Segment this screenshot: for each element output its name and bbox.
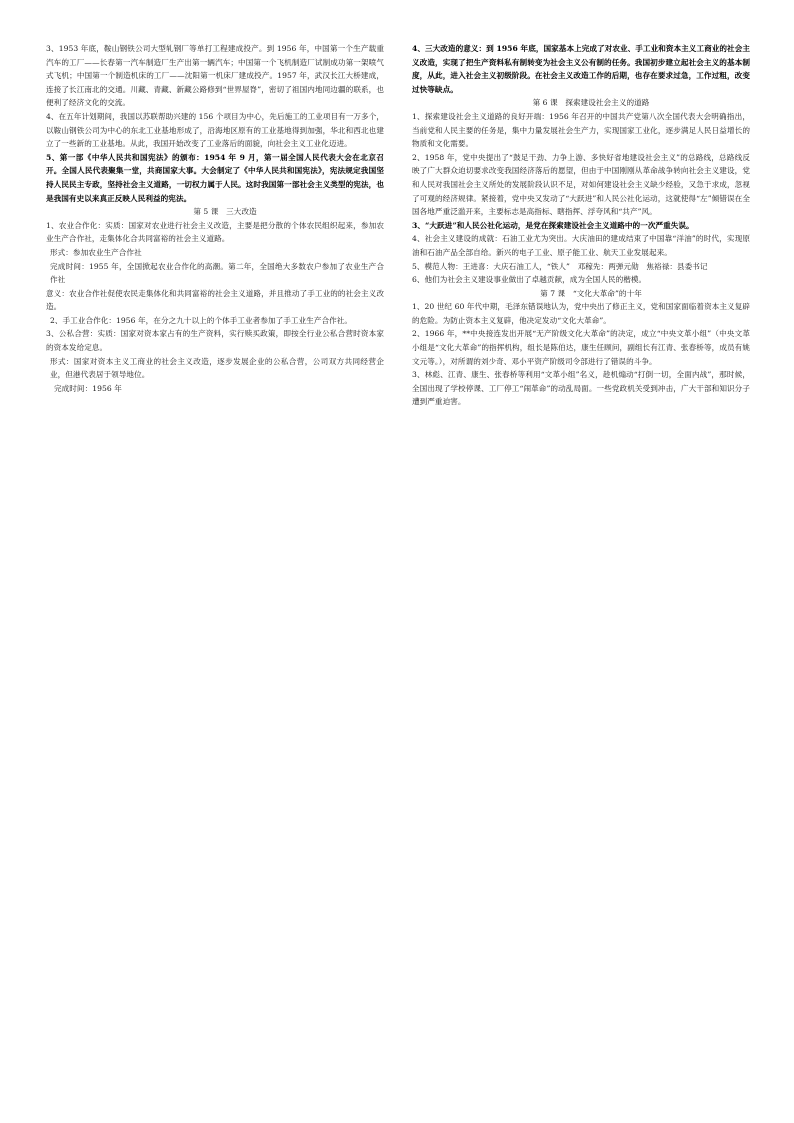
paragraph-great-leap-mistake: 3、“大跃进”和人民公社化运动，是党在探索建设社会主义道路中的一次严重失误。 [412, 220, 694, 230]
paragraph-agricultural-cooperation: 1、农业合作化：实质：国家对农业进行社会主义改造，主要是把分散的个体农民组织起来，参加农业生产合作社，走集体化合共同富裕的社会主义道路。 [46, 220, 384, 244]
paragraph-general-line: 2、1958 年，党中央提出了“鼓足干劲、力争上游、多快好省地建设社会主义”的总路线，总路线反映了广大群众迫切要求改变我国经济落后的愿望，但由于中国刚刚从革命战争转向社会主义建设，党和人民对我国社会主义所处的发展阶段认识不足，对如何建设社会主义缺少经验，又急于求成，忽视了可观的经济规律。紧接着，党中央又发动了“大跃进”和人民公社化运动，这就使得“左”倾错误在全国各地严重泛滥开来，主要标志是高指标、瞎指挥、浮夸风和“共产”风。 [412, 152, 750, 217]
paragraph-exploration-start: 1、探索建设社会主义道路的良好开端：1956 年召开的中国共产党第八次全国代表大会明确指出，当前党和人民主要的任务是，集中力量发展社会生产力，实现国家工业化，逐步满足人民日益增长的物质和文化需要。 [412, 111, 750, 149]
paragraph-joint-venture-form: 形式：国家对资本主义工商业的社会主义改造，逐步发展企业的公私合营，公司双方共同经营企业，但港代表居于领导地位。 [50, 356, 384, 380]
paragraph-handicraft: 2、手工业合作化：1956 年，在分之九十以上的个体手工业者参加了手工业生产合作社。 [50, 315, 353, 325]
paragraph-joint-venture: 3、公私合营：实质：国家对资本家占有的生产资料，实行赎买政策，即按全行业公私合营时资本家的资本发给定息。 [46, 329, 384, 353]
paragraph-agri-form: 形式：参加农业生产合作社 [50, 247, 142, 257]
paragraph-model-figures: 5、模范人物：王进喜：大庆石油工人，“铁人” 邓稼先：两弹元勋 焦裕禄：县委书记 [412, 261, 708, 271]
lesson-7-heading: 第 7 课 “文化大革命”的十年 [540, 288, 642, 298]
paragraph-industrial-achievements: 3、1953 年底，鞍山钢铁公司大型轧钢厂等单打工程建成投产。到 1956 年，中国第一个生产载重汽车的工厂——长春第一汽车制造厂生产出第一辆汽车；中国第一个飞机制造厂试制成功第一架喷气式飞机；中国第一个制造机床的工厂——沈阳第一机床厂建成投产。1957 年，武汉长江大桥建成，连接了长江南北的交通。川藏、青藏、新藏公路修到“世界屋脊”，密切了祖国内地同边疆的联系，也便利了经济文化的交流。 [46, 44, 384, 108]
paragraph-cultural-revolution-1966: 2、1966 年，**中央接连发出开展“无产阶级文化大革命”的决定，成立“中央文革小组”（中央文革小组是“文化大革命”的指挥机构，组长是陈伯达，康生任顾问，副组长有江青、张春桥等，成员有姚文元等。），对所谓的刘少奇、邓小平资产阶级司令部进行了错误的斗争。 [412, 329, 750, 366]
paragraph-three-reforms-significance: 4、三大改造的意义：到 1956 年底，国家基本上完成了对农业、手工业和资本主义工商业的社会主义改造，实现了把生产资料私有制转变为社会主义公有制的任务。我国初步建立起社会主义的基本制度，从此，进入社会主义初级阶段。在社会主义改造工作的后期，也存在要求过急，工作过粗，改变过快等缺点。 [412, 44, 750, 94]
lesson-5-heading: 第 5 课 三大改造 [193, 207, 257, 217]
left-column [46, 42, 384, 395]
paragraph-construction-achievements: 4、社会主义建设的成就：石油工业尤为突出。大庆油田的建成结束了中国靠“洋油”的时代，实现原油和石油产品全部自给。新兴的电子工业、原子能工业、航天工业发展起来。 [412, 234, 750, 257]
paragraph-contributions: 6、他们为社会主义建设事业做出了卓越贡献，成为全国人民的楷模。 [412, 275, 647, 285]
right-column [412, 42, 750, 409]
paragraph-cultural-revolution-origin: 1、20 世纪 60 年代中期，毛泽东错误地认为，党中央出了修正主义，党和国家面临着资本主义复辟的危险。为防止资本主义复辟，他决定发动“文化大革命”。 [412, 302, 750, 325]
paragraph-agri-completion: 完成时间：1955 年，全国掀起农业合作化的高潮。第二年，全国绝大多数农户参加了农业生产合作社 [50, 261, 384, 285]
paragraph-five-year-plan: 4、在五年计划期间，我国以苏联帮助兴建的 156 个项目为中心，先后施工的工业项目有一万多个，以鞍山钢铁公司为中心的东北工业基地形成了，沿海地区原有的工业基地得到加强，华北和西北也建立了一些新的工业基地。从此，我国开始改变了工业落后的面貌，向社会主义工业化迈进。 [46, 111, 384, 149]
paragraph-constitution: 5、第一部《中华人民共和国宪法》的颁布：1954 年 9 月，第一届全国人民代表大会在北京召开。全国人民代表聚集一堂，共商国家大事。大会制定了《中华人民共和国宪法》，宪法规定我国坚持人民民主专政，坚持社会主义道路，一切权力属于人民。这时我国第一部社会主义类型的宪法，也是我国有史以来真正反映人民利益的宪法。 [46, 152, 384, 203]
paragraph-agri-significance: 意义：农业合作社促使农民走集体化和共同富裕的社会主义道路，并且推动了手工业的的社会主义改造。 [46, 288, 384, 312]
paragraph-joint-venture-completion: 完成时间：1956 年 [54, 383, 122, 393]
paragraph-cultural-revolution-turmoil: 3、林彪、江青、康生、张春桥等利用“文革小组”名义，趁机煽动“打倒一切，全面内战”，那时候，全国出现了学校停课、工厂停工“闹革命”的动乱局面。一些党政机关受到冲击，广大干部和知识分子遭到严重迫害。 [412, 370, 750, 407]
lesson-6-heading: 第 6 课 探索建设社会主义的道路 [532, 98, 650, 108]
